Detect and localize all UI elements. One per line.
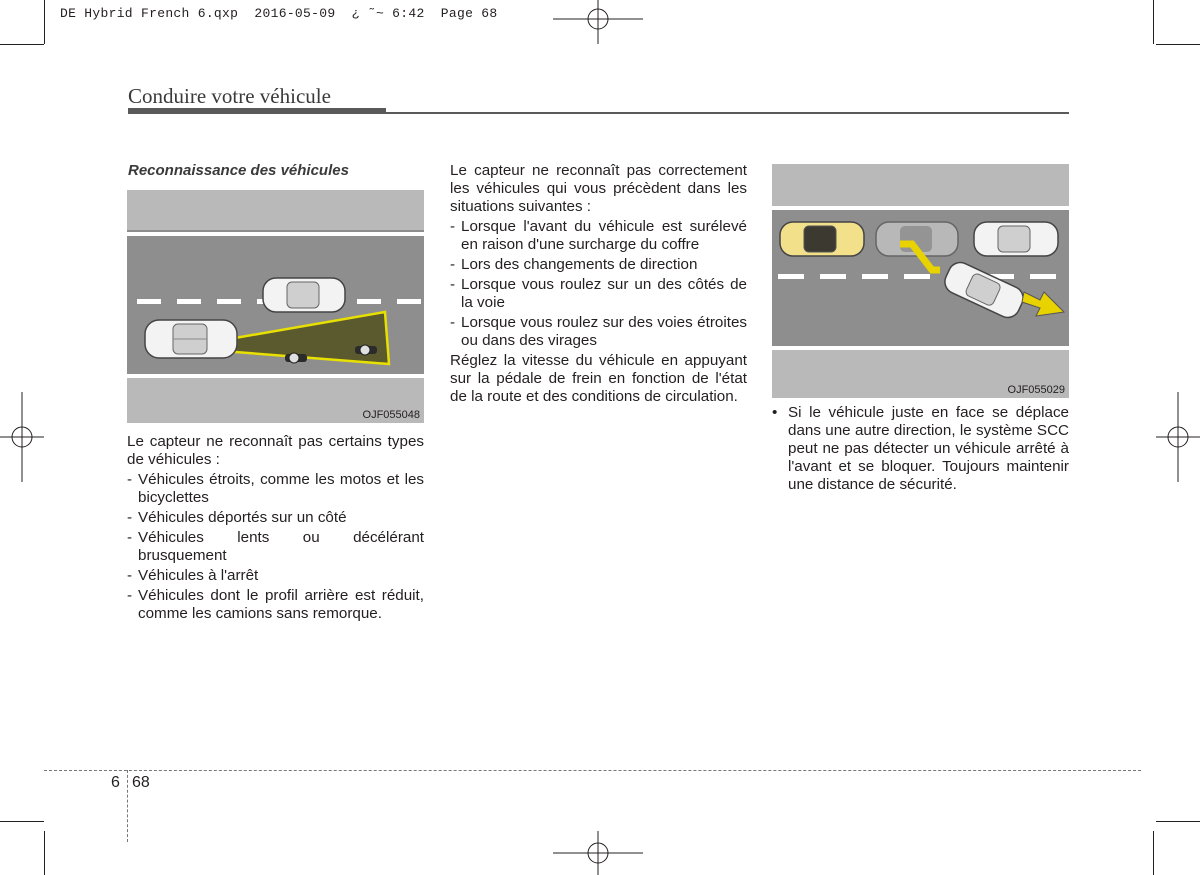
col3-text [772, 404, 1069, 494]
list-item: - Lorsque vous roulez sur des voies étroites ou dans des virages [450, 314, 747, 349]
col2-text [450, 162, 747, 406]
col2-outro: Réglez la vitesse du véhicule en appuyant sur la pédale de frein en fonction de l'état de la route et des conditions de circulation. [450, 352, 747, 405]
list-item: - Véhicules dont le profil arrière est réduit, comme les camions sans remorque. [127, 587, 424, 622]
crop-mark [0, 821, 44, 822]
own-car-icon [145, 320, 237, 358]
subheading: Reconnaissance des véhicules [128, 162, 349, 179]
figure-narrow-vehicles [127, 190, 424, 423]
crop-mark [0, 44, 44, 45]
figure-lane-change [772, 164, 1069, 398]
motorcycle-icon [285, 353, 307, 363]
chapter-number: 6 [111, 774, 120, 791]
col2-intro: Le capteur ne reconnaît pas correctement les véhicules qui vous précèdent dans les situations suivantes : [450, 162, 747, 215]
road-illustration [772, 164, 1069, 398]
stopped-car-icon [974, 222, 1058, 256]
registration-target-icon [0, 392, 44, 482]
title-rule-thin [386, 112, 1069, 114]
col1-intro: Le capteur ne reconnaît pas certains types de véhicules : [127, 433, 424, 468]
list-item: - Lorsque l'avant du véhicule est surélevé en raison d'une surcharge du coffre [450, 218, 747, 253]
footer-rule [44, 770, 1141, 771]
list-item: - Véhicules lents ou décélérant brusquement [127, 529, 424, 564]
figure-code: OJF055029 [1007, 384, 1065, 396]
list-item: - Lorsque vous roulez sur un des côtés de la voie [450, 276, 747, 311]
crop-mark [1153, 0, 1154, 44]
other-car-icon [263, 278, 345, 312]
crop-mark [1156, 44, 1200, 45]
section-title: Conduire votre véhicule [128, 84, 331, 108]
crop-mark [44, 831, 45, 875]
print-header: DE Hybrid French 6.qxp 2016-05-09 ¿ ˜~ 6:42 Page 68 [60, 6, 498, 21]
title-rule-thick [128, 108, 386, 114]
own-car-icon [780, 222, 864, 256]
figure-code: OJF055048 [362, 409, 420, 421]
registration-target-icon [1156, 392, 1200, 482]
list-item: - Véhicules déportés sur un côté [127, 509, 347, 526]
crop-mark [44, 0, 45, 44]
bullet-item: • Si le véhicule juste en face se déplace dans une autre direction, le système SCC peut ne pas détecter un véhicule arrêté à l'avant et se bloquer. Toujours maintenir une distance de sécurité. [772, 404, 1069, 493]
crop-mark [1156, 821, 1200, 822]
crop-mark [1153, 831, 1154, 875]
list-item: - Lors des changements de direction [450, 256, 698, 273]
page-number: 68 [132, 774, 150, 791]
registration-target-icon [553, 831, 643, 875]
footer-divider [127, 770, 128, 842]
list-item: - Véhicules à l'arrêt [127, 567, 259, 584]
list-item: - Véhicules étroits, comme les motos et les bicyclettes [127, 471, 424, 506]
col1-text [127, 433, 424, 623]
road-illustration [127, 190, 424, 423]
motorcycle-icon [355, 345, 377, 355]
registration-target-icon [553, 0, 643, 44]
